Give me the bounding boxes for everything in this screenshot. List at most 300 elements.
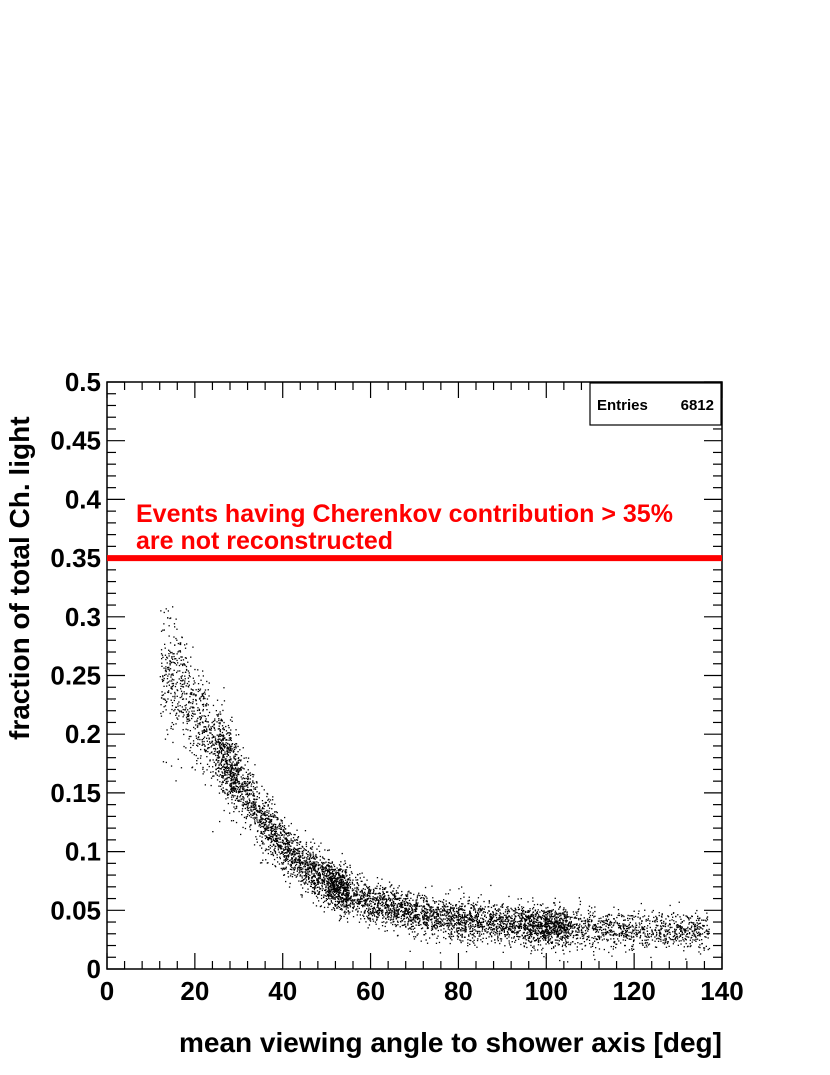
scatter-point xyxy=(539,928,540,929)
scatter-point xyxy=(192,713,193,714)
scatter-point xyxy=(610,938,611,939)
scatter-point xyxy=(189,685,190,686)
scatter-point xyxy=(646,920,647,921)
scatter-point xyxy=(321,885,322,886)
scatter-point xyxy=(593,955,594,956)
scatter-point xyxy=(219,776,220,777)
scatter-point xyxy=(280,847,281,848)
scatter-point xyxy=(613,931,614,932)
scatter-point xyxy=(676,929,677,930)
scatter-point xyxy=(166,709,167,710)
scatter-point xyxy=(163,698,164,699)
scatter-point xyxy=(377,877,378,878)
scatter-point xyxy=(340,884,341,885)
scatter-point xyxy=(694,928,695,929)
scatter-point xyxy=(324,884,325,885)
scatter-point xyxy=(246,772,247,773)
scatter-point xyxy=(389,882,390,883)
scatter-point xyxy=(654,941,655,942)
scatter-point xyxy=(593,951,594,952)
scatter-point xyxy=(576,938,577,939)
scatter-point xyxy=(175,693,176,694)
scatter-point xyxy=(227,770,228,771)
scatter-point xyxy=(359,894,360,895)
scatter-point xyxy=(461,922,462,923)
scatter-point xyxy=(234,749,235,750)
scatter-point xyxy=(524,914,525,915)
scatter-point xyxy=(215,748,216,749)
scatter-point xyxy=(685,932,686,933)
scatter-point xyxy=(359,873,360,874)
scatter-point xyxy=(457,935,458,936)
scatter-point xyxy=(285,847,286,848)
scatter-point xyxy=(270,822,271,823)
scatter-point xyxy=(225,798,226,799)
scatter-point xyxy=(225,775,226,776)
scatter-point xyxy=(161,691,162,692)
scatter-point xyxy=(294,867,295,868)
scatter-point xyxy=(355,877,356,878)
scatter-point xyxy=(183,746,184,747)
scatter-point xyxy=(391,915,392,916)
scatter-point xyxy=(589,940,590,941)
scatter-point xyxy=(533,937,534,938)
scatter-point xyxy=(474,926,475,927)
scatter-point xyxy=(483,901,484,902)
scatter-point xyxy=(657,925,658,926)
scatter-point xyxy=(283,862,284,863)
scatter-point xyxy=(568,944,569,945)
scatter-point xyxy=(534,918,535,919)
scatter-point xyxy=(444,905,445,906)
scatter-point xyxy=(471,926,472,927)
scatter-point xyxy=(409,909,410,910)
scatter-point xyxy=(535,925,536,926)
scatter-point xyxy=(233,811,234,812)
scatter-point xyxy=(330,863,331,864)
scatter-point xyxy=(421,913,422,914)
scatter-point xyxy=(181,691,182,692)
scatter-point xyxy=(515,926,516,927)
scatter-point xyxy=(237,769,238,770)
scatter-point xyxy=(382,894,383,895)
scatter-point xyxy=(192,703,193,704)
scatter-point xyxy=(313,867,314,868)
scatter-point xyxy=(277,819,278,820)
scatter-point xyxy=(354,899,355,900)
scatter-point xyxy=(706,918,707,919)
scatter-point xyxy=(254,820,255,821)
scatter-point xyxy=(690,940,691,941)
scatter-point xyxy=(554,912,555,913)
scatter-point xyxy=(702,933,703,934)
scatter-point xyxy=(270,830,271,831)
scatter-point xyxy=(320,906,321,907)
scatter-point xyxy=(208,704,209,705)
scatter-point xyxy=(559,920,560,921)
scatter-point xyxy=(607,920,608,921)
scatter-point xyxy=(429,915,430,916)
scatter-point xyxy=(195,724,196,725)
scatter-point xyxy=(494,904,495,905)
scatter-point xyxy=(473,921,474,922)
scatter-point xyxy=(423,901,424,902)
scatter-point xyxy=(169,670,170,671)
scatter-point xyxy=(410,951,411,952)
scatter-point xyxy=(326,868,327,869)
scatter-point xyxy=(212,776,213,777)
scatter-point xyxy=(240,787,241,788)
scatter-point xyxy=(578,925,579,926)
scatter-point xyxy=(309,862,310,863)
scatter-point xyxy=(602,934,603,935)
scatter-point xyxy=(214,736,215,737)
scatter-point xyxy=(263,818,264,819)
scatter-point xyxy=(614,922,615,923)
scatter-point xyxy=(482,929,483,930)
scatter-point xyxy=(161,666,162,667)
scatter-point xyxy=(306,846,307,847)
scatter-point xyxy=(484,915,485,916)
scatter-point xyxy=(619,933,620,934)
scatter-point xyxy=(277,861,278,862)
scatter-point xyxy=(203,773,204,774)
scatter-point xyxy=(224,771,225,772)
scatter-point xyxy=(436,901,437,902)
scatter-point xyxy=(181,660,182,661)
scatter-point xyxy=(402,907,403,908)
scatter-point xyxy=(219,739,220,740)
scatter-point xyxy=(217,752,218,753)
scatter-point xyxy=(219,728,220,729)
scatter-point xyxy=(637,934,638,935)
scatter-point xyxy=(271,839,272,840)
scatter-point xyxy=(625,951,626,952)
scatter-point xyxy=(474,929,475,930)
scatter-point xyxy=(392,899,393,900)
scatter-point xyxy=(240,760,241,761)
scatter-point xyxy=(269,808,270,809)
scatter-point xyxy=(601,920,602,921)
scatter-point xyxy=(349,877,350,878)
scatter-point xyxy=(398,910,399,911)
scatter-point xyxy=(197,727,198,728)
scatter-point xyxy=(289,844,290,845)
scatter-point xyxy=(326,886,327,887)
scatter-point xyxy=(564,918,565,919)
scatter-point xyxy=(303,858,304,859)
scatter-point xyxy=(602,939,603,940)
scatter-point xyxy=(631,948,632,949)
scatter-point xyxy=(361,911,362,912)
scatter-point xyxy=(333,898,334,899)
scatter-point xyxy=(253,817,254,818)
scatter-point xyxy=(195,728,196,729)
scatter-point xyxy=(340,899,341,900)
scatter-point xyxy=(655,927,656,928)
scatter-point xyxy=(319,872,320,873)
scatter-point xyxy=(652,939,653,940)
scatter-point xyxy=(564,916,565,917)
scatter-point xyxy=(368,891,369,892)
scatter-point xyxy=(206,681,207,682)
scatter-point xyxy=(401,891,402,892)
scatter-point xyxy=(318,900,319,901)
scatter-point xyxy=(205,784,206,785)
scatter-point xyxy=(188,711,189,712)
scatter-point xyxy=(357,882,358,883)
scatter-point xyxy=(255,818,256,819)
scatter-point xyxy=(208,725,209,726)
scatter-point xyxy=(538,914,539,915)
scatter-point xyxy=(488,906,489,907)
scatter-point xyxy=(267,793,268,794)
scatter-point xyxy=(480,906,481,907)
scatter-point xyxy=(536,912,537,913)
scatter-point xyxy=(168,653,169,654)
scatter-point xyxy=(204,732,205,733)
scatter-point xyxy=(574,924,575,925)
scatter-point xyxy=(577,932,578,933)
scatter-point xyxy=(556,926,557,927)
scatter-point xyxy=(192,745,193,746)
scatter-point xyxy=(220,714,221,715)
scatter-point xyxy=(467,900,468,901)
scatter-point xyxy=(551,943,552,944)
scatter-point xyxy=(193,740,194,741)
scatter-point xyxy=(368,908,369,909)
scatter-point xyxy=(262,837,263,838)
scatter-point xyxy=(331,890,332,891)
scatter-point xyxy=(577,935,578,936)
scatter-point xyxy=(256,819,257,820)
scatter-point xyxy=(222,732,223,733)
scatter-point xyxy=(242,796,243,797)
scatter-point xyxy=(559,940,560,941)
scatter-point xyxy=(335,906,336,907)
scatter-point xyxy=(666,929,667,930)
scatter-point xyxy=(627,918,628,919)
scatter-point xyxy=(284,827,285,828)
scatter-point xyxy=(528,915,529,916)
scatter-point xyxy=(582,934,583,935)
scatter-point xyxy=(203,738,204,739)
scatter-point xyxy=(336,881,337,882)
scatter-point xyxy=(278,842,279,843)
scatter-point xyxy=(201,717,202,718)
scatter-point xyxy=(211,728,212,729)
scatter-point xyxy=(169,651,170,652)
scatter-point xyxy=(545,943,546,944)
scatter-point xyxy=(323,858,324,859)
scatter-point xyxy=(391,913,392,914)
scatter-point xyxy=(543,956,544,957)
scatter-point xyxy=(288,832,289,833)
scatter-point xyxy=(688,919,689,920)
scatter-point xyxy=(556,918,557,919)
scatter-point xyxy=(630,922,631,923)
scatter-point xyxy=(322,886,323,887)
scatter-point xyxy=(355,894,356,895)
scatter-point xyxy=(491,927,492,928)
scatter-point xyxy=(217,700,218,701)
scatter-point xyxy=(181,678,182,679)
scatter-point xyxy=(267,839,268,840)
scatter-point xyxy=(431,911,432,912)
scatter-point xyxy=(238,758,239,759)
scatter-point xyxy=(166,701,167,702)
scatter-point xyxy=(248,769,249,770)
scatter-point xyxy=(280,837,281,838)
scatter-point xyxy=(449,929,450,930)
scatter-point xyxy=(631,936,632,937)
scatter-point xyxy=(285,852,286,853)
scatter-point xyxy=(542,948,543,949)
scatter-point xyxy=(254,812,255,813)
scatter-point xyxy=(678,945,679,946)
scatter-point xyxy=(506,934,507,935)
scatter-point xyxy=(206,721,207,722)
scatter-point xyxy=(270,799,271,800)
scatter-point xyxy=(526,933,527,934)
scatter-point xyxy=(245,801,246,802)
scatter-point xyxy=(488,936,489,937)
scatter-point xyxy=(665,918,666,919)
scatter-point xyxy=(228,732,229,733)
scatter-point xyxy=(245,783,246,784)
scatter-point xyxy=(345,873,346,874)
scatter-point xyxy=(286,834,287,835)
scatter-point xyxy=(533,917,534,918)
scatter-point xyxy=(517,912,518,913)
scatter-point xyxy=(202,670,203,671)
scatter-point xyxy=(656,938,657,939)
scatter-point xyxy=(316,896,317,897)
scatter-point xyxy=(593,938,594,939)
scatter-point xyxy=(257,796,258,797)
scatter-point xyxy=(250,814,251,815)
scatter-point xyxy=(533,911,534,912)
scatter-point xyxy=(470,913,471,914)
scatter-point xyxy=(197,758,198,759)
scatter-point xyxy=(217,757,218,758)
scatter-point xyxy=(269,801,270,802)
scatter-point xyxy=(197,743,198,744)
scatter-point xyxy=(168,690,169,691)
scatter-point xyxy=(257,842,258,843)
scatter-point xyxy=(247,776,248,777)
scatter-point xyxy=(468,924,469,925)
scatter-point xyxy=(200,719,201,720)
scatter-point xyxy=(465,920,466,921)
scatter-point xyxy=(618,909,619,910)
scatter-point xyxy=(290,875,291,876)
scatter-point xyxy=(500,917,501,918)
scatter-point xyxy=(668,941,669,942)
scatter-point xyxy=(687,930,688,931)
scatter-point xyxy=(215,738,216,739)
scatter-point xyxy=(240,834,241,835)
scatter-point xyxy=(210,772,211,773)
scatter-point xyxy=(237,751,238,752)
scatter-point xyxy=(348,884,349,885)
scatter-point xyxy=(545,940,546,941)
scatter-point xyxy=(595,927,596,928)
scatter-point xyxy=(550,934,551,935)
scatter-point xyxy=(656,934,657,935)
scatter-point xyxy=(400,921,401,922)
scatter-point xyxy=(425,896,426,897)
scatter-point xyxy=(402,901,403,902)
scatter-point xyxy=(648,918,649,919)
scatter-point xyxy=(248,810,249,811)
scatter-point xyxy=(615,920,616,921)
scatter-point xyxy=(247,814,248,815)
scatter-point xyxy=(636,936,637,937)
scatter-point xyxy=(526,917,527,918)
scatter-point xyxy=(329,865,330,866)
scatter-point xyxy=(207,741,208,742)
scatter-point xyxy=(522,908,523,909)
scatter-point xyxy=(226,739,227,740)
scatter-point xyxy=(284,849,285,850)
scatter-point xyxy=(224,700,225,701)
scatter-point xyxy=(433,910,434,911)
scatter-point xyxy=(335,870,336,871)
scatter-point xyxy=(235,729,236,730)
scatter-point xyxy=(623,920,624,921)
scatter-point xyxy=(654,921,655,922)
scatter-point xyxy=(487,912,488,913)
scatter-point xyxy=(536,919,537,920)
scatter-point xyxy=(472,926,473,927)
scatter-point xyxy=(399,885,400,886)
scatter-point xyxy=(695,913,696,914)
scatter-point xyxy=(318,880,319,881)
scatter-point xyxy=(483,933,484,934)
scatter-point xyxy=(161,697,162,698)
scatter-point xyxy=(649,933,650,934)
scatter-point xyxy=(623,916,624,917)
scatter-point xyxy=(513,910,514,911)
scatter-point xyxy=(263,831,264,832)
scatter-point xyxy=(322,879,323,880)
scatter-point xyxy=(649,920,650,921)
scatter-point xyxy=(268,810,269,811)
scatter-point xyxy=(354,888,355,889)
scatter-point xyxy=(685,938,686,939)
scatter-point xyxy=(401,918,402,919)
scatter-point xyxy=(234,764,235,765)
scatter-point xyxy=(206,718,207,719)
scatter-point xyxy=(698,926,699,927)
scatter-point xyxy=(235,759,236,760)
scatter-point xyxy=(233,796,234,797)
scatter-point xyxy=(433,909,434,910)
scatter-point xyxy=(197,725,198,726)
scatter-point xyxy=(562,937,563,938)
scatter-point xyxy=(620,942,621,943)
scatter-point xyxy=(432,897,433,898)
scatter-point xyxy=(528,923,529,924)
scatter-point xyxy=(304,883,305,884)
scatter-point xyxy=(374,908,375,909)
scatter-point xyxy=(349,898,350,899)
scatter-point xyxy=(489,900,490,901)
scatter-point xyxy=(171,709,172,710)
scatter-point xyxy=(600,926,601,927)
scatter-point xyxy=(577,949,578,950)
